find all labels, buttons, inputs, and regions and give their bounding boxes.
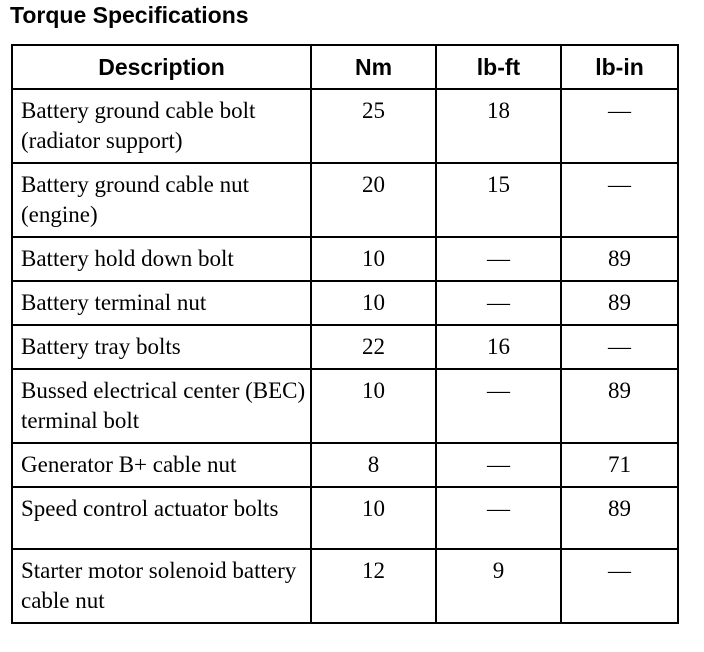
row-nm: 10 bbox=[311, 237, 436, 281]
row-description: Battery ground cable bolt (radiator support) bbox=[12, 89, 311, 163]
row-nm: 25 bbox=[311, 89, 436, 163]
row-description: Bussed electrical center (BEC) terminal bolt bbox=[12, 369, 311, 443]
row-lb-ft: 9 bbox=[436, 549, 561, 623]
row-lb-ft: 16 bbox=[436, 325, 561, 369]
row-nm: 12 bbox=[311, 549, 436, 623]
row-nm: 10 bbox=[311, 369, 436, 443]
table-row bbox=[12, 89, 678, 163]
row-nm: 10 bbox=[311, 487, 436, 549]
table-row bbox=[12, 487, 678, 549]
row-lb-ft: — bbox=[436, 487, 561, 549]
row-lb-ft: — bbox=[436, 369, 561, 443]
row-description: Speed control actuator bolts bbox=[12, 487, 311, 549]
row-lb-ft: — bbox=[436, 443, 561, 487]
header-lb-in: lb-in bbox=[561, 45, 678, 89]
table-row bbox=[12, 237, 678, 281]
table-row bbox=[12, 549, 678, 623]
row-lb-in: 89 bbox=[561, 237, 678, 281]
table-row bbox=[12, 281, 678, 325]
table-row bbox=[12, 443, 678, 487]
header-lb-ft: lb-ft bbox=[436, 45, 561, 89]
row-nm: 10 bbox=[311, 281, 436, 325]
row-lb-ft: 18 bbox=[436, 89, 561, 163]
row-description: Battery terminal nut bbox=[12, 281, 311, 325]
table-row bbox=[12, 163, 678, 237]
row-description: Battery hold down bolt bbox=[12, 237, 311, 281]
table-row bbox=[12, 325, 678, 369]
row-lb-ft: 15 bbox=[436, 163, 561, 237]
row-lb-in: 89 bbox=[561, 281, 678, 325]
row-description: Starter motor solenoid battery cable nut bbox=[12, 549, 311, 623]
row-lb-in: 89 bbox=[561, 369, 678, 443]
row-lb-in: 71 bbox=[561, 443, 678, 487]
row-lb-ft: — bbox=[436, 237, 561, 281]
row-lb-in: — bbox=[561, 89, 678, 163]
row-description: Battery ground cable nut (engine) bbox=[12, 163, 311, 237]
header-nm: Nm bbox=[311, 45, 436, 89]
row-lb-ft: — bbox=[436, 281, 561, 325]
header-description: Description bbox=[12, 45, 311, 89]
row-description: Battery tray bolts bbox=[12, 325, 311, 369]
header-row bbox=[12, 45, 678, 89]
row-description: Generator B+ cable nut bbox=[12, 443, 311, 487]
row-lb-in: — bbox=[561, 549, 678, 623]
table-row bbox=[12, 369, 678, 443]
row-lb-in: — bbox=[561, 163, 678, 237]
torque-spec-table bbox=[11, 44, 679, 624]
row-nm: 22 bbox=[311, 325, 436, 369]
row-lb-in: — bbox=[561, 325, 678, 369]
row-nm: 20 bbox=[311, 163, 436, 237]
page-title: Torque Specifications bbox=[10, 2, 249, 28]
row-nm: 8 bbox=[311, 443, 436, 487]
row-lb-in: 89 bbox=[561, 487, 678, 549]
